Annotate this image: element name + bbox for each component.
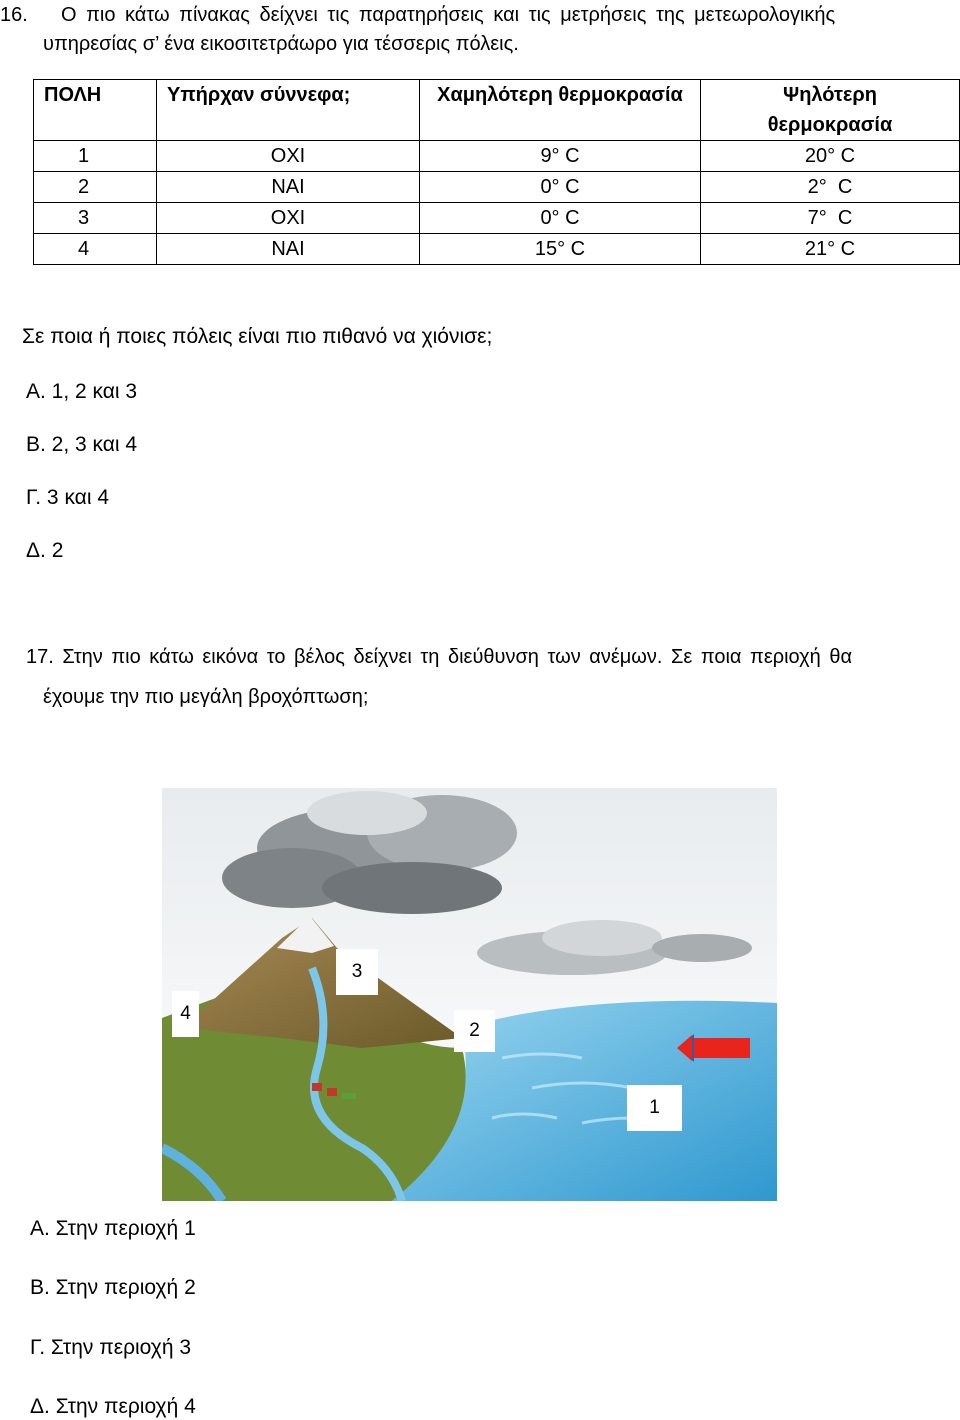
table-row: [34, 203, 960, 234]
water-cycle-figure: [162, 788, 777, 1201]
region-label-2: 2: [454, 1010, 495, 1052]
table-row: [34, 172, 960, 203]
q17-option-a[interactable]: Α. Στην περιοχή 1: [30, 1217, 196, 1240]
cell-low: 9° C: [420, 141, 701, 172]
q17-option-d[interactable]: Δ. Στην περιοχή 4: [30, 1395, 196, 1418]
table-row: [34, 234, 960, 265]
region-label-3: 3: [336, 949, 378, 995]
cell-city: 3: [34, 203, 157, 234]
q17-option-b[interactable]: Β. Στην περιοχή 2: [30, 1276, 196, 1299]
cell-low: 0° C: [420, 203, 701, 234]
cell-high: 2° C: [701, 172, 960, 203]
cell-city: 2: [34, 172, 157, 203]
q16-intro-line2: υπηρεσίας σ’ ένα εικοσιτετράωρο για τέσσερις πόλεις.: [43, 33, 519, 55]
header-clouds: Υπήρχαν σύννεφα;: [157, 80, 420, 141]
region-label-1: 1: [627, 1085, 682, 1131]
q16-option-b[interactable]: Β. 2, 3 και 4: [26, 433, 138, 456]
cell-high: 21° C: [701, 234, 960, 265]
cell-low: 15° C: [420, 234, 701, 265]
cell-clouds: ΟΧΙ: [157, 203, 420, 234]
q16-intro-text: Ο πιο κάτω πίνακας δείχνει τις παρατηρήσεις και τις μετρήσεις της μετεωρολογικής: [61, 4, 836, 26]
q16-number: 16.: [0, 4, 28, 26]
table-row: [34, 141, 960, 172]
q16-option-d[interactable]: Δ. 2: [26, 539, 64, 562]
cell-city: 1: [34, 141, 157, 172]
q17-option-c[interactable]: Γ. Στην περιοχή 3: [30, 1336, 192, 1359]
cell-low: 0° C: [420, 172, 701, 203]
cell-clouds: ΟΧΙ: [157, 141, 420, 172]
cell-city: 4: [34, 234, 157, 265]
landscape-illustration: [162, 788, 777, 1201]
q16-option-c[interactable]: Γ. 3 και 4: [26, 486, 110, 509]
weather-table: [33, 79, 960, 265]
cell-clouds: ΝΑΙ: [157, 234, 420, 265]
region-label-4: 4: [172, 991, 199, 1037]
header-city: ΠΟΛΗ: [34, 80, 157, 141]
q17-prompt-text: 17. Στην πιο κάτω εικόνα το βέλος δείχνει τη διεύθυνση των ανέμων. Σε ποια περιοχή θα: [26, 646, 853, 668]
header-low-temp: Χαμηλότερη θερμοκρασία: [420, 80, 701, 141]
q16-intro-line1: [61, 4, 959, 27]
header-high-temp: Ψηλότερη θερμοκρασία: [701, 80, 960, 141]
q16-option-a[interactable]: Α. 1, 2 και 3: [26, 380, 138, 403]
cell-high: 7° C: [701, 203, 960, 234]
q17-prompt-line2: έχουμε την πιο μεγάλη βροχόπτωση;: [43, 686, 369, 708]
q16-question: Σε ποια ή ποιες πόλεις είναι πιο πιθανό να χιόνισε;: [22, 325, 493, 348]
q17-prompt-line1: [26, 646, 959, 669]
cell-high: 20° C: [701, 141, 960, 172]
cell-clouds: ΝΑΙ: [157, 172, 420, 203]
